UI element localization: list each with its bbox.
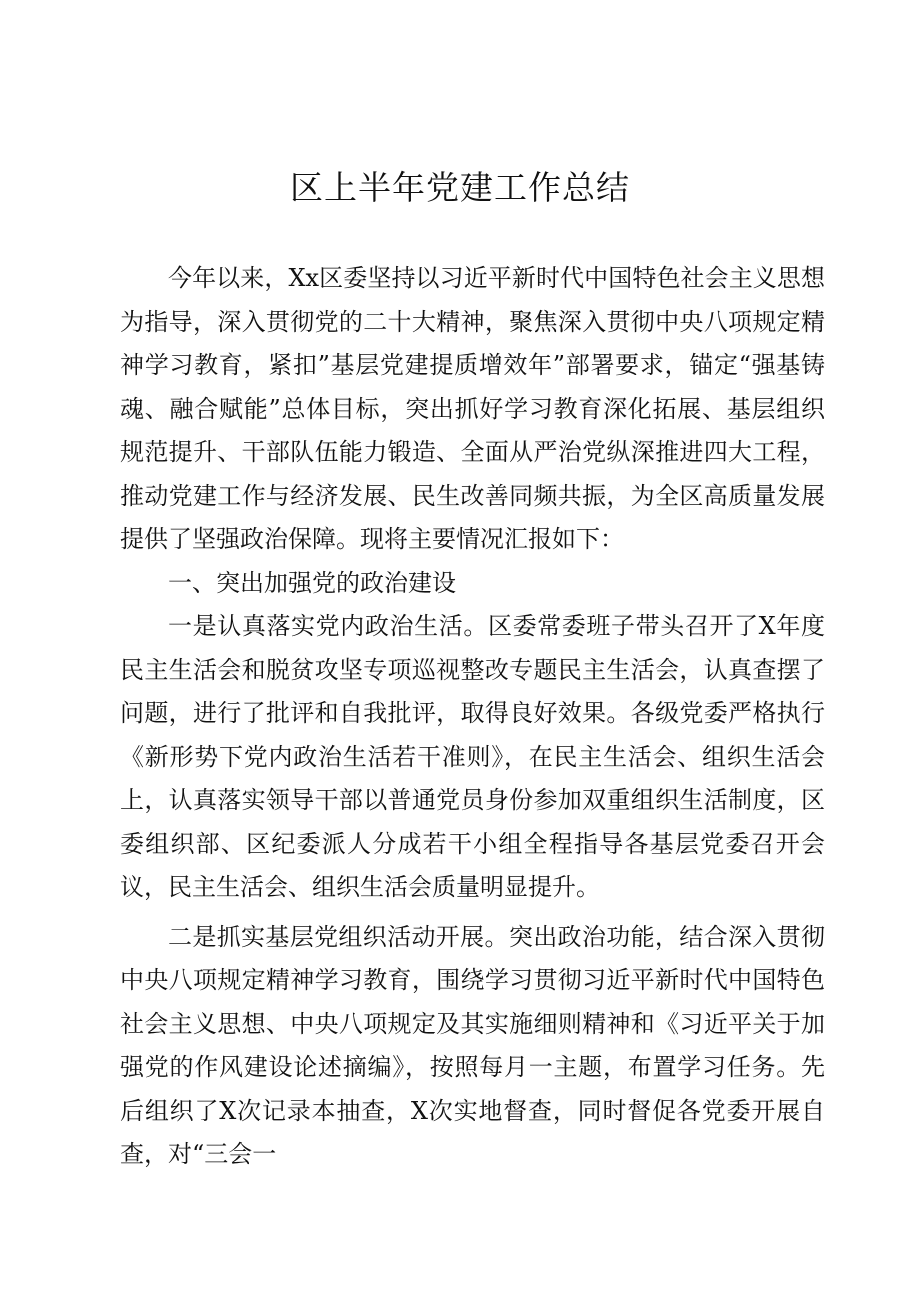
document-title: 区上半年党建工作总结 xyxy=(290,168,630,207)
document-body xyxy=(120,257,825,1177)
section1-paragraph-1: 一是认真落实党内政治生活。区委常委班子带头召开了X年度民主生活会和脱贫攻坚专项巡视整改专题民主生活会，认真查摆了问题，进行了批评和自我批评，取得良好效果。各级党委严格执行《新形势下党内政治生活若干准则》，在民主生活会、组织生活会上，认真落实领导干部以普通党员身份参加双重组织生活制度，区委组织部、区纪委派人分成若干小组全程指导各基层党委召开会议，民主生活会、组织生活会质量明显提升。 xyxy=(120,612,825,901)
intro-paragraph: 今年以来，Xx区委坚持以习近平新时代中国特色社会主义思想为指导，深入贯彻党的二十大精神，聚焦深入贯彻中央八项规定精神学习教育，紧扣”基层党建提质增效年”部署要求，锚定“强基铸魂、融合赋能”总体目标，突出抓好学习教育深化拓展、基层组织规范提升、干部队伍能力锻造、全面从严治党纵深推进四大工程，推动党建工作与经济发展、民生改善同频共振，为全区高质量发展提供了坚强政治保障。现将主要情况汇报如下： xyxy=(120,264,825,553)
section-heading-1: 一、突出加强党的政治建设 xyxy=(168,568,456,597)
section1-paragraph-2: 二是抓实基层党组织活动开展。突出政治功能，结合深入贯彻中央八项规定精神学习教育，围绕学习贯彻习近平新时代中国特色社会主义思想、中央八项规定及其实施细则精神和《习近平关于加强党的作风建设论述摘编》，按照每月一主题，布置学习任务。先后组织了X次记录本抽查，X次实地督查，同时督促各党委开展自查，对“三会一 xyxy=(120,922,825,1168)
